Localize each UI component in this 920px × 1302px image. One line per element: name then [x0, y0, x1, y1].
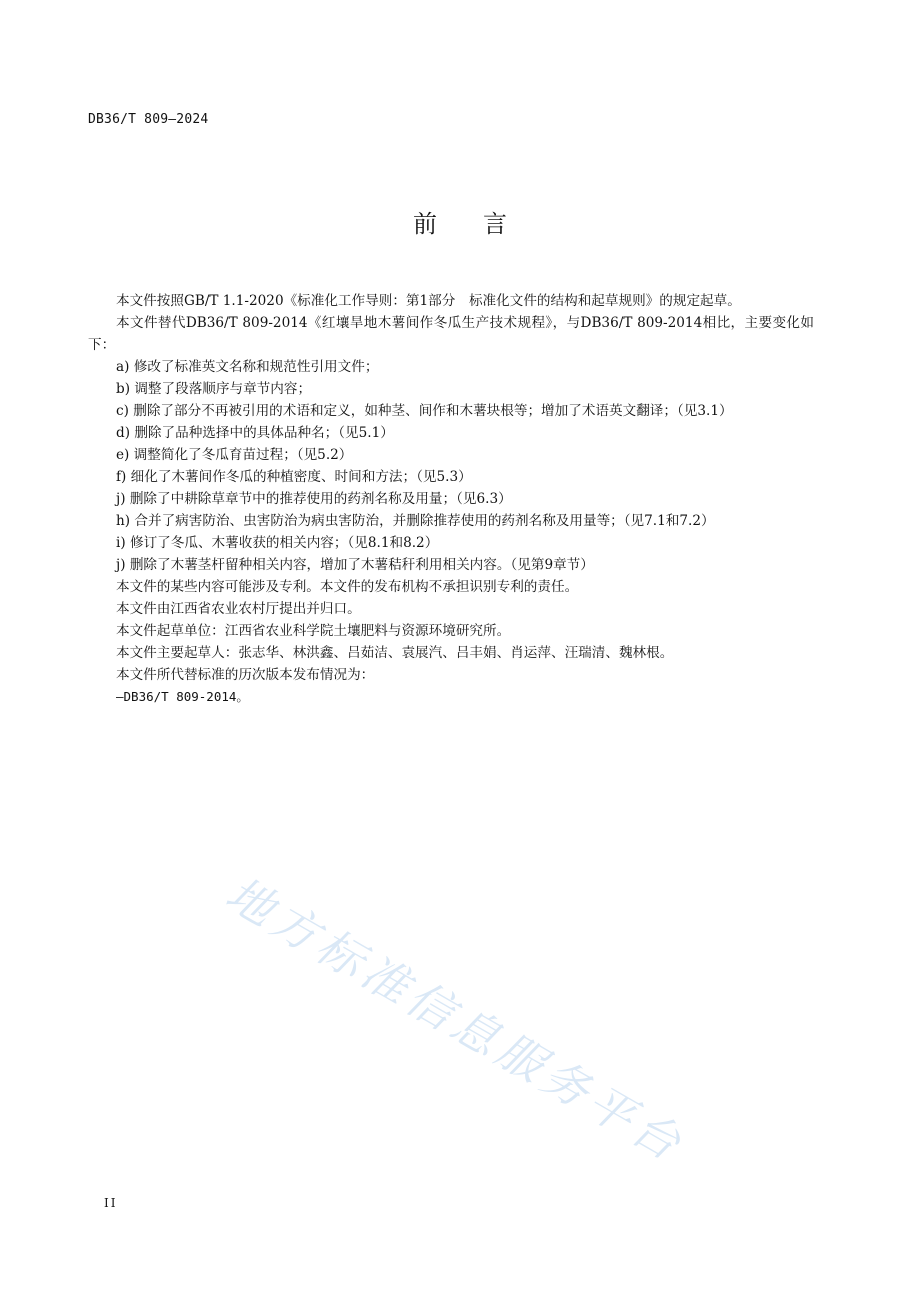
- paragraph: 本文件主要起草人：张志华、林洪鑫、吕茹洁、袁展汽、吕丰娟、肖运萍、汪瑞清、魏林根。: [116, 645, 674, 661]
- list-item: b) 调整了段落顺序与章节内容；: [116, 381, 312, 397]
- foreword-body: [88, 290, 814, 708]
- list-item: j) 删除了木薯茎杆留种相关内容，增加了木薯秸秆利用相关内容。（见第9章节）: [116, 557, 594, 573]
- paragraph: —DB36/T 809-2014。: [116, 689, 249, 704]
- paragraph: 本文件的某些内容可能涉及专利。本文件的发布机构不承担识别专利的责任。: [116, 579, 579, 595]
- paragraph: 本文件替代DB36/T 809-2014《红壤旱地木薯间作冬瓜生产技术规程》，与DB36/T 809-2014相比，主要变化如下：: [88, 315, 814, 353]
- list-item: a) 修改了标准英文名称和规范性引用文件；: [116, 359, 379, 375]
- paragraph: 本文件起草单位：江西省农业科学院土壤肥料与资源环境研究所。: [116, 623, 511, 639]
- list-item: e) 调整简化了冬瓜育苗过程；（见5.2）: [116, 447, 353, 463]
- list-item: c) 删除了部分不再被引用的术语和定义，如种茎、间作和木薯块根等；增加了术语英文翻译；（见3.1）: [116, 403, 733, 419]
- document-code: DB36/T 809—2024: [88, 112, 209, 127]
- page-title: 前言: [413, 210, 553, 238]
- paragraph: 本文件按照GB/T 1.1-2020《标准化工作导则：第1部分 标准化文件的结构和起草规则》的规定起草。: [116, 293, 741, 309]
- list-item: j) 删除了中耕除草章节中的推荐使用的药剂名称及用量；（见6.3）: [116, 491, 512, 507]
- paragraph: 本文件由江西省农业农村厅提出并归口。: [116, 601, 361, 617]
- list-item: h) 合并了病害防治、虫害防治为病虫害防治，并删除推荐使用的药剂名称及用量等；（见7.1和7.2）: [116, 513, 715, 529]
- list-item: i) 修订了冬瓜、木薯收获的相关内容；（见8.1和8.2）: [116, 535, 439, 551]
- watermark: 地方标准信息服务平台: [217, 866, 695, 1173]
- list-item: d) 删除了品种选择中的具体品种名；（见5.1）: [116, 425, 394, 441]
- paragraph: 本文件所代替标准的历次版本发布情况为：: [116, 667, 375, 683]
- page-number: II: [104, 1196, 118, 1210]
- list-item: f) 细化了木薯间作冬瓜的种植密度、时间和方法；（见5.3）: [116, 469, 472, 485]
